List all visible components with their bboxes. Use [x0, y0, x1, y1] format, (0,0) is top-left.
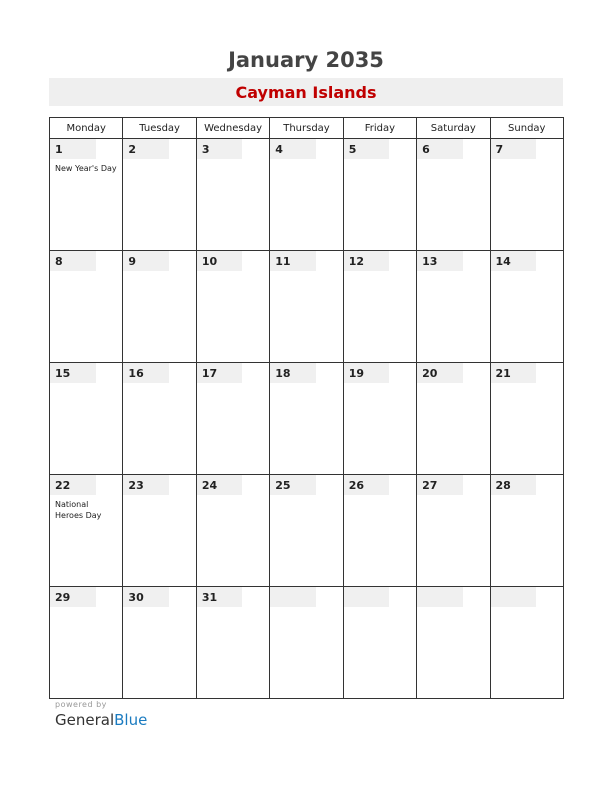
day-number: 18 [275, 367, 291, 380]
day-number-box [123, 251, 169, 271]
day-number-box [50, 139, 96, 159]
day-number-box [491, 251, 537, 271]
day-number-box [50, 363, 96, 383]
week-row [50, 587, 564, 699]
day-number-box [270, 139, 316, 159]
day-cell [270, 363, 343, 475]
brand-general: General [55, 711, 115, 729]
day-number: 9 [128, 255, 137, 268]
day-number-box [270, 251, 316, 271]
week-row [50, 363, 564, 475]
day-number: 6 [422, 143, 430, 156]
week-row [50, 475, 564, 587]
day-number-box [491, 587, 537, 607]
day-cell [417, 363, 490, 475]
day-cell [343, 363, 416, 475]
day-number-box [417, 587, 463, 607]
day-number-box [123, 363, 169, 383]
country-name: Cayman Islands [235, 83, 377, 102]
day-cell [270, 139, 343, 251]
weekday-header: Saturday [417, 118, 490, 139]
day-number-box [417, 139, 463, 159]
day-number-box [123, 475, 169, 495]
day-number-box [197, 475, 243, 495]
day-cell [196, 251, 269, 363]
day-number: 16 [128, 367, 144, 380]
day-number-box [197, 363, 243, 383]
week-row [50, 139, 564, 251]
footer [55, 700, 147, 729]
weekday-header: Wednesday [196, 118, 269, 139]
weekday-header-row [50, 118, 564, 139]
day-cell [270, 475, 343, 587]
day-cell [490, 587, 563, 699]
day-cell [343, 587, 416, 699]
day-number: 5 [348, 143, 357, 156]
day-cell [50, 587, 123, 699]
day-number-box [417, 363, 463, 383]
day-number: 4 [275, 143, 283, 156]
day-number: 28 [495, 479, 511, 492]
holiday-label: National Heroes Day [55, 500, 102, 520]
day-number-box [197, 139, 243, 159]
day-cell [490, 139, 563, 251]
day-cell [123, 251, 196, 363]
day-number: 11 [275, 255, 291, 268]
day-number: 20 [422, 367, 438, 380]
day-cell [417, 587, 490, 699]
day-number-box [50, 587, 96, 607]
weekday-header: Monday [50, 118, 123, 139]
day-number-box [417, 251, 463, 271]
week-row [50, 251, 564, 363]
day-cell [417, 475, 490, 587]
day-number: 13 [422, 255, 438, 268]
day-number: 29 [55, 591, 71, 604]
holiday-label: New Year's Day [55, 164, 117, 173]
day-number-box [344, 363, 390, 383]
day-number-box [344, 475, 390, 495]
day-cell [343, 139, 416, 251]
day-number: 12 [348, 255, 364, 268]
day-cell [490, 475, 563, 587]
day-number-box [197, 251, 243, 271]
day-number: 17 [201, 367, 218, 380]
day-cell [50, 363, 123, 475]
day-number: 25 [275, 479, 291, 492]
calendar-grid [49, 117, 564, 699]
day-cell [196, 363, 269, 475]
country-banner [49, 78, 563, 106]
powered-by-text: powered by [55, 700, 107, 709]
day-cell [50, 475, 123, 587]
day-cell [196, 475, 269, 587]
day-cell [196, 139, 269, 251]
day-number: 3 [201, 143, 210, 156]
day-number: 7 [495, 143, 504, 156]
weekday-header: Friday [343, 118, 416, 139]
day-number-box [417, 475, 463, 495]
weekday-header: Sunday [490, 118, 563, 139]
day-number-box [123, 139, 169, 159]
day-number: 1 [55, 143, 63, 156]
day-cell [270, 587, 343, 699]
brand-logo [55, 711, 147, 729]
day-number: 30 [128, 591, 144, 604]
day-cell [123, 139, 196, 251]
day-number: 15 [55, 367, 71, 380]
weekday-header: Thursday [270, 118, 343, 139]
day-number-box [270, 475, 316, 495]
day-number: 10 [201, 255, 218, 268]
day-cell [50, 251, 123, 363]
day-number: 24 [201, 479, 218, 492]
day-number-box [344, 139, 390, 159]
day-cell [490, 363, 563, 475]
weekday-header: Tuesday [123, 118, 196, 139]
day-cell [123, 363, 196, 475]
day-number-box [491, 139, 537, 159]
day-number: 21 [495, 367, 511, 380]
day-number-box [197, 587, 243, 607]
calendar-body [50, 139, 564, 699]
day-number-box [344, 587, 390, 607]
day-number-box [491, 363, 537, 383]
day-cell [123, 587, 196, 699]
day-cell [270, 251, 343, 363]
day-number-box [50, 475, 96, 495]
day-cell [343, 475, 416, 587]
day-cell [417, 139, 490, 251]
day-number: 26 [348, 479, 364, 492]
day-number-box [270, 363, 316, 383]
day-number: 23 [128, 479, 144, 492]
day-cell [123, 475, 196, 587]
page-title: January 2035 [228, 48, 384, 72]
brand-blue: Blue [114, 711, 148, 729]
day-number: 19 [348, 367, 364, 380]
day-number-box [270, 587, 316, 607]
day-number: 2 [128, 143, 137, 156]
day-cell [417, 251, 490, 363]
day-cell [490, 251, 563, 363]
day-number-box [344, 251, 390, 271]
day-number-box [123, 587, 169, 607]
day-number: 31 [201, 591, 218, 604]
day-number: 14 [495, 255, 511, 268]
day-number-box [50, 251, 96, 271]
day-cell [196, 587, 269, 699]
day-number: 8 [55, 255, 63, 268]
day-cell [50, 139, 123, 251]
day-number: 27 [422, 479, 438, 492]
day-number: 22 [55, 479, 71, 492]
day-number-box [491, 475, 537, 495]
day-cell [343, 251, 416, 363]
